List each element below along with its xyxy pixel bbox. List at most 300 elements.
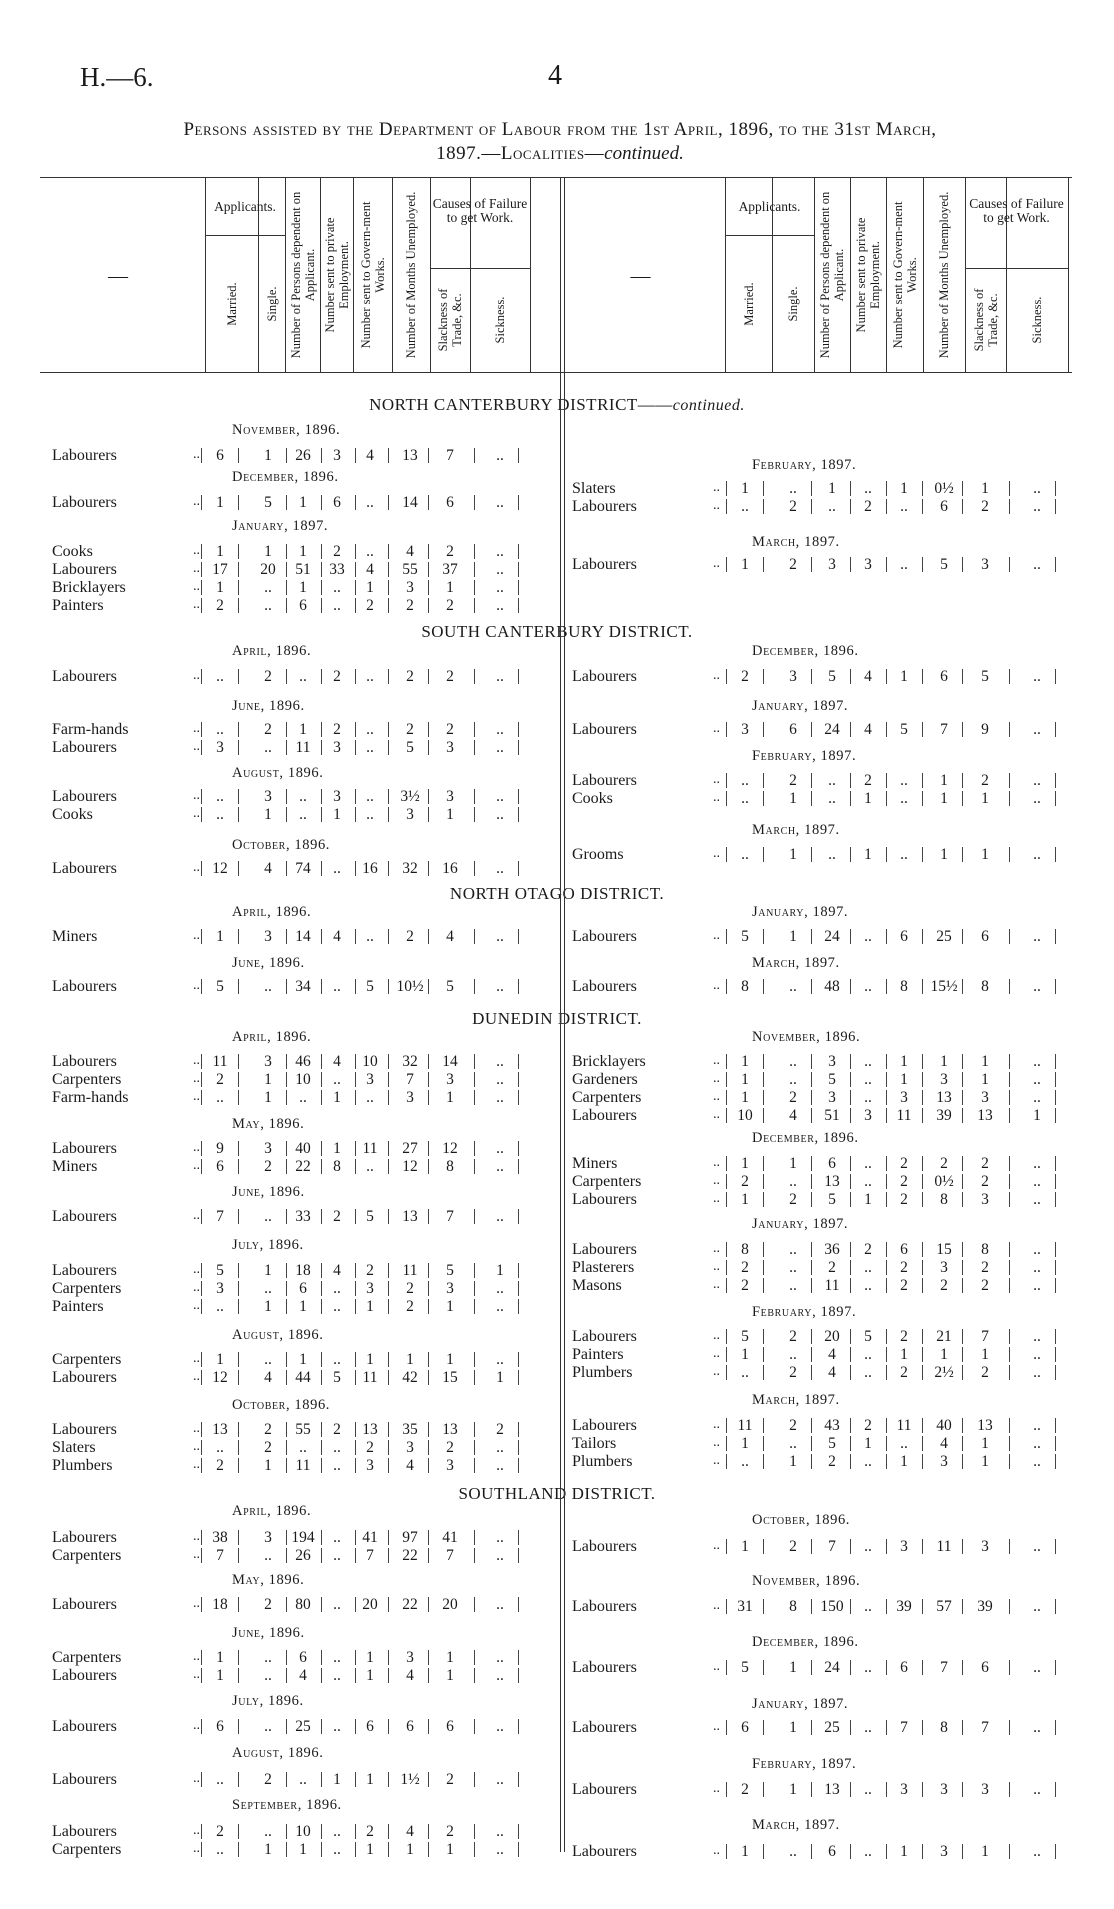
- cell-separator: [962, 1242, 963, 1257]
- district-heading-no: [0, 884, 1114, 904]
- cell-separator: [811, 929, 812, 944]
- leader-dots: ..: [193, 1140, 200, 1155]
- value-cell: 1: [216, 494, 224, 511]
- occupation-label: Labourers: [572, 1598, 637, 1615]
- value-cell: ..: [496, 561, 504, 578]
- cell-separator: [1009, 1174, 1010, 1189]
- cell-separator: [1055, 1072, 1056, 1087]
- value-cell: ..: [864, 1071, 872, 1088]
- cell-separator: [763, 1539, 764, 1554]
- value-cell: ..: [496, 1649, 504, 1666]
- value-cell: 15: [936, 1241, 952, 1258]
- value-cell: 5: [940, 556, 948, 573]
- value-cell: 1: [264, 1071, 272, 1088]
- value-cell: 10: [737, 1107, 753, 1124]
- month-heading: March, 1897.: [752, 1817, 840, 1833]
- cell-separator: [763, 1347, 764, 1362]
- value-cell: ..: [864, 1173, 872, 1190]
- value-cell: 24: [824, 928, 840, 945]
- value-cell: 1: [741, 1435, 749, 1452]
- value-cell: 3: [940, 1843, 948, 1860]
- value-cell: ..: [864, 1659, 872, 1676]
- value-cell: 1: [216, 543, 224, 560]
- value-cell: 1: [216, 1667, 224, 1684]
- value-cell: ..: [366, 788, 374, 805]
- cell-separator: [1009, 1156, 1010, 1171]
- occupation-label: Miners: [52, 1158, 98, 1175]
- cell-separator: [1055, 1192, 1056, 1207]
- value-cell: 1: [789, 1453, 797, 1470]
- value-cell: ..: [864, 1538, 872, 1555]
- cell-separator: [962, 481, 963, 496]
- cell-separator: [518, 598, 519, 613]
- value-cell: ..: [864, 1259, 872, 1276]
- cell-separator: [726, 1242, 727, 1257]
- occupation-label: Labourers: [52, 1667, 117, 1684]
- value-cell: 4: [864, 668, 872, 685]
- value-cell: ..: [496, 1457, 504, 1474]
- value-cell: 1: [366, 1667, 374, 1684]
- left-government-heading: Number sent to Govern-ment Works.: [358, 201, 387, 348]
- cell-separator: [811, 979, 812, 994]
- value-cell: 1: [789, 928, 797, 945]
- cell-separator: [922, 557, 923, 572]
- occupation-label: Painters: [572, 1346, 624, 1363]
- left-col-rule: [285, 177, 286, 372]
- leader-dots: ..: [713, 1538, 720, 1553]
- occupation-label: Painters: [52, 1298, 104, 1315]
- cell-separator: [201, 1824, 202, 1839]
- value-cell: 5: [828, 1071, 836, 1088]
- value-cell: 4: [446, 928, 454, 945]
- value-cell: 2: [406, 928, 414, 945]
- value-cell: ..: [366, 668, 374, 685]
- value-cell: 3: [216, 739, 224, 756]
- value-cell: 7: [446, 1547, 454, 1564]
- value-cell: ..: [333, 1280, 341, 1297]
- value-cell: 1: [333, 1089, 341, 1106]
- cell-separator: [763, 1260, 764, 1275]
- value-cell: 3: [828, 1089, 836, 1106]
- value-cell: ..: [496, 1547, 504, 1564]
- value-cell: ..: [1033, 1053, 1041, 1070]
- month-heading: December, 1896.: [752, 643, 859, 659]
- value-cell: 10½: [396, 978, 424, 995]
- leader-dots: ..: [193, 1823, 200, 1838]
- cell-separator: [1009, 1844, 1010, 1859]
- leader-dots: ..: [193, 668, 200, 683]
- page-title: Persons assisted by the Department of Labour from the 1st April, 1896, to the 31st March, 1897.—Localities—continued.: [183, 119, 937, 164]
- occupation-label: Labourers: [52, 1596, 117, 1613]
- value-cell: 3: [446, 1457, 454, 1474]
- value-cell: 3: [366, 1457, 374, 1474]
- cell-separator: [763, 1329, 764, 1344]
- month-heading: February, 1897.: [752, 748, 857, 764]
- table-row: [0, 1071, 1114, 1089]
- value-cell: 11: [295, 1457, 311, 1474]
- center-divider: [564, 372, 565, 1852]
- month-heading: June, 1896.: [232, 698, 305, 714]
- value-cell: ..: [299, 788, 307, 805]
- value-cell: 11: [737, 1417, 753, 1434]
- value-cell: ..: [333, 860, 341, 877]
- value-cell: 1: [741, 1191, 749, 1208]
- month-heading: October, 1896.: [752, 1512, 851, 1528]
- cell-separator: [388, 807, 389, 822]
- month-heading: February, 1897.: [752, 1304, 857, 1320]
- left-applicants-heading: Applicants.: [214, 199, 276, 214]
- value-cell: 3: [406, 1649, 414, 1666]
- cell-separator: [811, 1436, 812, 1451]
- cell-separator: [763, 1720, 764, 1735]
- value-cell: 11: [362, 1369, 378, 1386]
- value-cell: ..: [1033, 556, 1041, 573]
- occupation-label: Labourers: [52, 1369, 117, 1386]
- value-cell: 2: [333, 543, 341, 560]
- value-cell: 3: [981, 1538, 989, 1555]
- value-cell: 1: [741, 1538, 749, 1555]
- value-cell: 32: [402, 860, 418, 877]
- value-cell: ..: [828, 790, 836, 807]
- value-cell: 1: [981, 1053, 989, 1070]
- value-cell: 1: [900, 480, 908, 497]
- value-cell: ..: [496, 1771, 504, 1788]
- occupation-label: Gardeners: [572, 1071, 638, 1088]
- value-cell: 2: [789, 1364, 797, 1381]
- value-cell: 0½: [934, 1173, 954, 1190]
- value-cell: 2: [741, 668, 749, 685]
- value-cell: ..: [496, 1841, 504, 1858]
- value-cell: 14: [295, 928, 311, 945]
- value-cell: 2: [366, 1262, 374, 1279]
- cell-separator: [811, 1192, 812, 1207]
- cell-separator: [811, 1072, 812, 1087]
- value-cell: 1: [741, 1155, 749, 1172]
- cell-separator: [388, 598, 389, 613]
- month-heading: July, 1896.: [232, 1693, 304, 1709]
- leader-dots: ..: [193, 494, 200, 509]
- cell-separator: [962, 1418, 963, 1433]
- occupation-label: Carpenters: [52, 1280, 122, 1297]
- table-row: [0, 668, 1114, 686]
- left-single-heading: Single.: [264, 285, 279, 322]
- value-cell: ..: [496, 1298, 504, 1315]
- cell-separator: [1009, 1054, 1010, 1069]
- value-cell: 6: [216, 1158, 224, 1175]
- value-cell: ..: [299, 806, 307, 823]
- left-col-rule: [392, 177, 393, 372]
- value-cell: 1: [216, 579, 224, 596]
- value-cell: ..: [1033, 1659, 1041, 1676]
- leader-dots: ..: [193, 447, 200, 462]
- value-cell: 2: [406, 1280, 414, 1297]
- leader-dots: ..: [193, 543, 200, 558]
- value-cell: 3: [981, 1781, 989, 1798]
- cell-separator: [922, 1454, 923, 1469]
- cell-separator: [726, 979, 727, 994]
- cell-separator: [726, 1108, 727, 1123]
- value-cell: ..: [900, 498, 908, 515]
- value-cell: 5: [446, 1262, 454, 1279]
- value-cell: 2: [406, 1298, 414, 1315]
- value-cell: 4: [789, 1107, 797, 1124]
- value-cell: 4: [940, 1435, 948, 1452]
- value-cell: ..: [333, 1718, 341, 1735]
- cell-separator: [1055, 791, 1056, 806]
- cell-separator: [763, 499, 764, 514]
- cell-separator: [1055, 1365, 1056, 1380]
- value-cell: 11: [212, 1053, 228, 1070]
- cell-separator: [1009, 773, 1010, 788]
- value-cell: 2: [789, 1328, 797, 1345]
- cell-separator: [811, 1242, 812, 1257]
- cell-separator: [922, 979, 923, 994]
- value-cell: 1: [1033, 1107, 1041, 1124]
- value-cell: 3: [900, 1538, 908, 1555]
- cell-separator: [763, 1660, 764, 1675]
- value-cell: 10: [362, 1053, 378, 1070]
- value-cell: 46: [295, 1053, 311, 1070]
- month-heading: July, 1896.: [232, 1237, 304, 1253]
- value-cell: ..: [864, 1843, 872, 1860]
- cell-separator: [1009, 1329, 1010, 1344]
- value-cell: ..: [333, 1841, 341, 1858]
- left-col-rule: [530, 177, 531, 372]
- cell-separator: [922, 1782, 923, 1797]
- value-cell: 40: [936, 1417, 952, 1434]
- value-cell: 3: [333, 447, 341, 464]
- value-cell: 35: [402, 1421, 418, 1438]
- value-cell: ..: [741, 1364, 749, 1381]
- value-cell: 5: [216, 978, 224, 995]
- value-cell: ..: [1033, 978, 1041, 995]
- occupation-label: Labourers: [572, 1328, 637, 1345]
- value-cell: 24: [824, 1659, 840, 1676]
- right-applicants-heading: Applicants.: [738, 199, 801, 214]
- leader-dots: ..: [193, 1439, 200, 1454]
- value-cell: 25: [295, 1718, 311, 1735]
- value-cell: 194: [291, 1529, 315, 1546]
- cell-separator: [811, 1454, 812, 1469]
- value-cell: 34: [295, 978, 311, 995]
- cell-separator: [763, 1072, 764, 1087]
- table-row: [0, 597, 1114, 615]
- value-cell: 5: [446, 978, 454, 995]
- cell-separator: [726, 1782, 727, 1797]
- value-cell: 51: [824, 1107, 840, 1124]
- value-cell: ..: [496, 597, 504, 614]
- cell-separator: [922, 929, 923, 944]
- leader-dots: ..: [713, 846, 720, 861]
- value-cell: 2: [264, 1421, 272, 1438]
- cell-separator: [428, 1299, 429, 1314]
- cell-separator: [238, 807, 239, 822]
- value-cell: 13: [442, 1421, 458, 1438]
- value-cell: 11: [896, 1417, 912, 1434]
- value-cell: 1: [299, 1351, 307, 1368]
- occupation-label: Labourers: [572, 1417, 637, 1434]
- value-cell: 48: [824, 978, 840, 995]
- leader-dots: ..: [713, 480, 720, 495]
- value-cell: 3: [406, 806, 414, 823]
- cell-separator: [922, 1278, 923, 1293]
- value-cell: 5: [864, 1328, 872, 1345]
- value-cell: 8: [446, 1158, 454, 1175]
- value-cell: 5: [900, 721, 908, 738]
- cell-separator: [201, 740, 202, 755]
- value-cell: 1: [366, 1351, 374, 1368]
- value-cell: 25: [824, 1719, 840, 1736]
- value-cell: 2: [333, 721, 341, 738]
- cell-separator: [922, 1260, 923, 1275]
- value-cell: 5: [216, 1262, 224, 1279]
- value-cell: 1: [864, 846, 872, 863]
- table-row: [0, 447, 1114, 465]
- value-cell: 20: [824, 1328, 840, 1345]
- right-dependents-heading: Number of Persons dependent on Applicant.: [818, 191, 846, 358]
- value-cell: ..: [496, 1208, 504, 1225]
- left-private-heading: Number sent to private Employment.: [322, 217, 351, 332]
- cell-separator: [763, 1454, 764, 1469]
- cell-separator: [763, 1436, 764, 1451]
- value-cell: ..: [216, 1089, 224, 1106]
- value-cell: 4: [264, 1369, 272, 1386]
- cell-separator: [1055, 1418, 1056, 1433]
- cell-separator: [922, 499, 923, 514]
- leader-dots: ..: [193, 1457, 200, 1472]
- value-cell: ..: [864, 480, 872, 497]
- leader-dots: ..: [193, 788, 200, 803]
- value-cell: 1: [264, 1841, 272, 1858]
- value-cell: 2: [981, 772, 989, 789]
- cell-separator: [922, 1054, 923, 1069]
- value-cell: 26: [295, 1547, 311, 1564]
- cell-separator: [811, 847, 812, 862]
- value-cell: 6: [299, 1280, 307, 1297]
- value-cell: ..: [1033, 1598, 1041, 1615]
- right-col-rule: [923, 177, 924, 372]
- occupation-label: Labourers: [52, 561, 117, 578]
- cell-separator: [763, 1108, 764, 1123]
- value-cell: ..: [264, 579, 272, 596]
- value-cell: 97: [402, 1529, 418, 1546]
- value-cell: 11: [824, 1277, 840, 1294]
- value-cell: 4: [406, 1823, 414, 1840]
- value-cell: 2: [828, 1453, 836, 1470]
- cell-separator: [201, 448, 202, 463]
- value-cell: 3: [406, 579, 414, 596]
- occupation-label: Labourers: [52, 494, 117, 511]
- table-row: [0, 1298, 1114, 1316]
- cell-separator: [428, 740, 429, 755]
- cell-separator: [1009, 1347, 1010, 1362]
- value-cell: 4: [406, 543, 414, 560]
- cell-separator: [811, 1365, 812, 1380]
- occupation-label: Carpenters: [52, 1071, 122, 1088]
- cell-separator: [518, 1299, 519, 1314]
- cell-separator: [811, 1260, 812, 1275]
- value-cell: ..: [216, 1298, 224, 1315]
- cell-separator: [1055, 1454, 1056, 1469]
- value-cell: ..: [864, 1346, 872, 1363]
- value-cell: ..: [1033, 1538, 1041, 1555]
- district-name: NORTH CANTERBURY DISTRICT——: [369, 395, 673, 414]
- cell-separator: [962, 1454, 963, 1469]
- right-months-heading: Number of Months Unemployed.: [937, 191, 951, 358]
- value-cell: 33: [295, 1208, 311, 1225]
- cell-separator: [962, 1347, 963, 1362]
- cell-separator: [1055, 1090, 1056, 1105]
- cell-separator: [388, 740, 389, 755]
- cell-separator: [962, 979, 963, 994]
- occupation-label: Plasterers: [572, 1259, 635, 1276]
- value-cell: 1: [366, 1841, 374, 1858]
- value-cell: ..: [864, 1155, 872, 1172]
- cell-separator: [1009, 481, 1010, 496]
- table-row: [0, 1719, 1114, 1737]
- value-cell: 20: [362, 1596, 378, 1613]
- value-cell: 7: [981, 1328, 989, 1345]
- table-row: [0, 1089, 1114, 1107]
- month-heading: April, 1896.: [232, 1029, 312, 1045]
- leader-dots: ..: [713, 1598, 720, 1613]
- value-cell: 1: [264, 543, 272, 560]
- leader-dots: ..: [713, 1053, 720, 1068]
- value-cell: 2: [900, 1191, 908, 1208]
- value-cell: ..: [496, 447, 504, 464]
- leader-dots: ..: [713, 1191, 720, 1206]
- value-cell: ..: [496, 1823, 504, 1840]
- occupation-label: Labourers: [572, 668, 637, 685]
- left-causes-heading: Causes of Failure to get Work.: [432, 196, 528, 225]
- cell-separator: [726, 1720, 727, 1735]
- value-cell: ..: [496, 1718, 504, 1735]
- cell-separator: [474, 448, 475, 463]
- value-cell: 7: [446, 1208, 454, 1225]
- leader-dots: ..: [713, 1346, 720, 1361]
- value-cell: 4: [406, 1457, 414, 1474]
- value-cell: ..: [1033, 1719, 1041, 1736]
- left-sickness-heading: Sickness.: [493, 296, 507, 344]
- value-cell: 37: [442, 561, 458, 578]
- table-top-rule: [40, 177, 1072, 178]
- cell-separator: [763, 1278, 764, 1293]
- leader-dots: ..: [193, 561, 200, 576]
- value-cell: ..: [216, 1439, 224, 1456]
- value-cell: 3: [333, 788, 341, 805]
- occupation-label: Labourers: [572, 1191, 637, 1208]
- value-cell: ..: [789, 1346, 797, 1363]
- value-cell: 13: [936, 1089, 952, 1106]
- value-cell: 1: [216, 1351, 224, 1368]
- value-cell: 3: [264, 928, 272, 945]
- value-cell: ..: [789, 978, 797, 995]
- month-heading: March, 1897.: [752, 1392, 840, 1408]
- table-row: [0, 1843, 1114, 1861]
- value-cell: 14: [402, 494, 418, 511]
- cell-separator: [1009, 791, 1010, 806]
- value-cell: 3: [264, 1053, 272, 1070]
- cell-separator: [763, 1054, 764, 1069]
- cell-separator: [1009, 1660, 1010, 1675]
- cell-separator: [1009, 1278, 1010, 1293]
- value-cell: ..: [864, 978, 872, 995]
- cell-separator: [763, 1192, 764, 1207]
- value-cell: 5: [828, 1191, 836, 1208]
- cell-separator: [763, 791, 764, 806]
- leader-dots: ..: [713, 1417, 720, 1432]
- cell-separator: [962, 1108, 963, 1123]
